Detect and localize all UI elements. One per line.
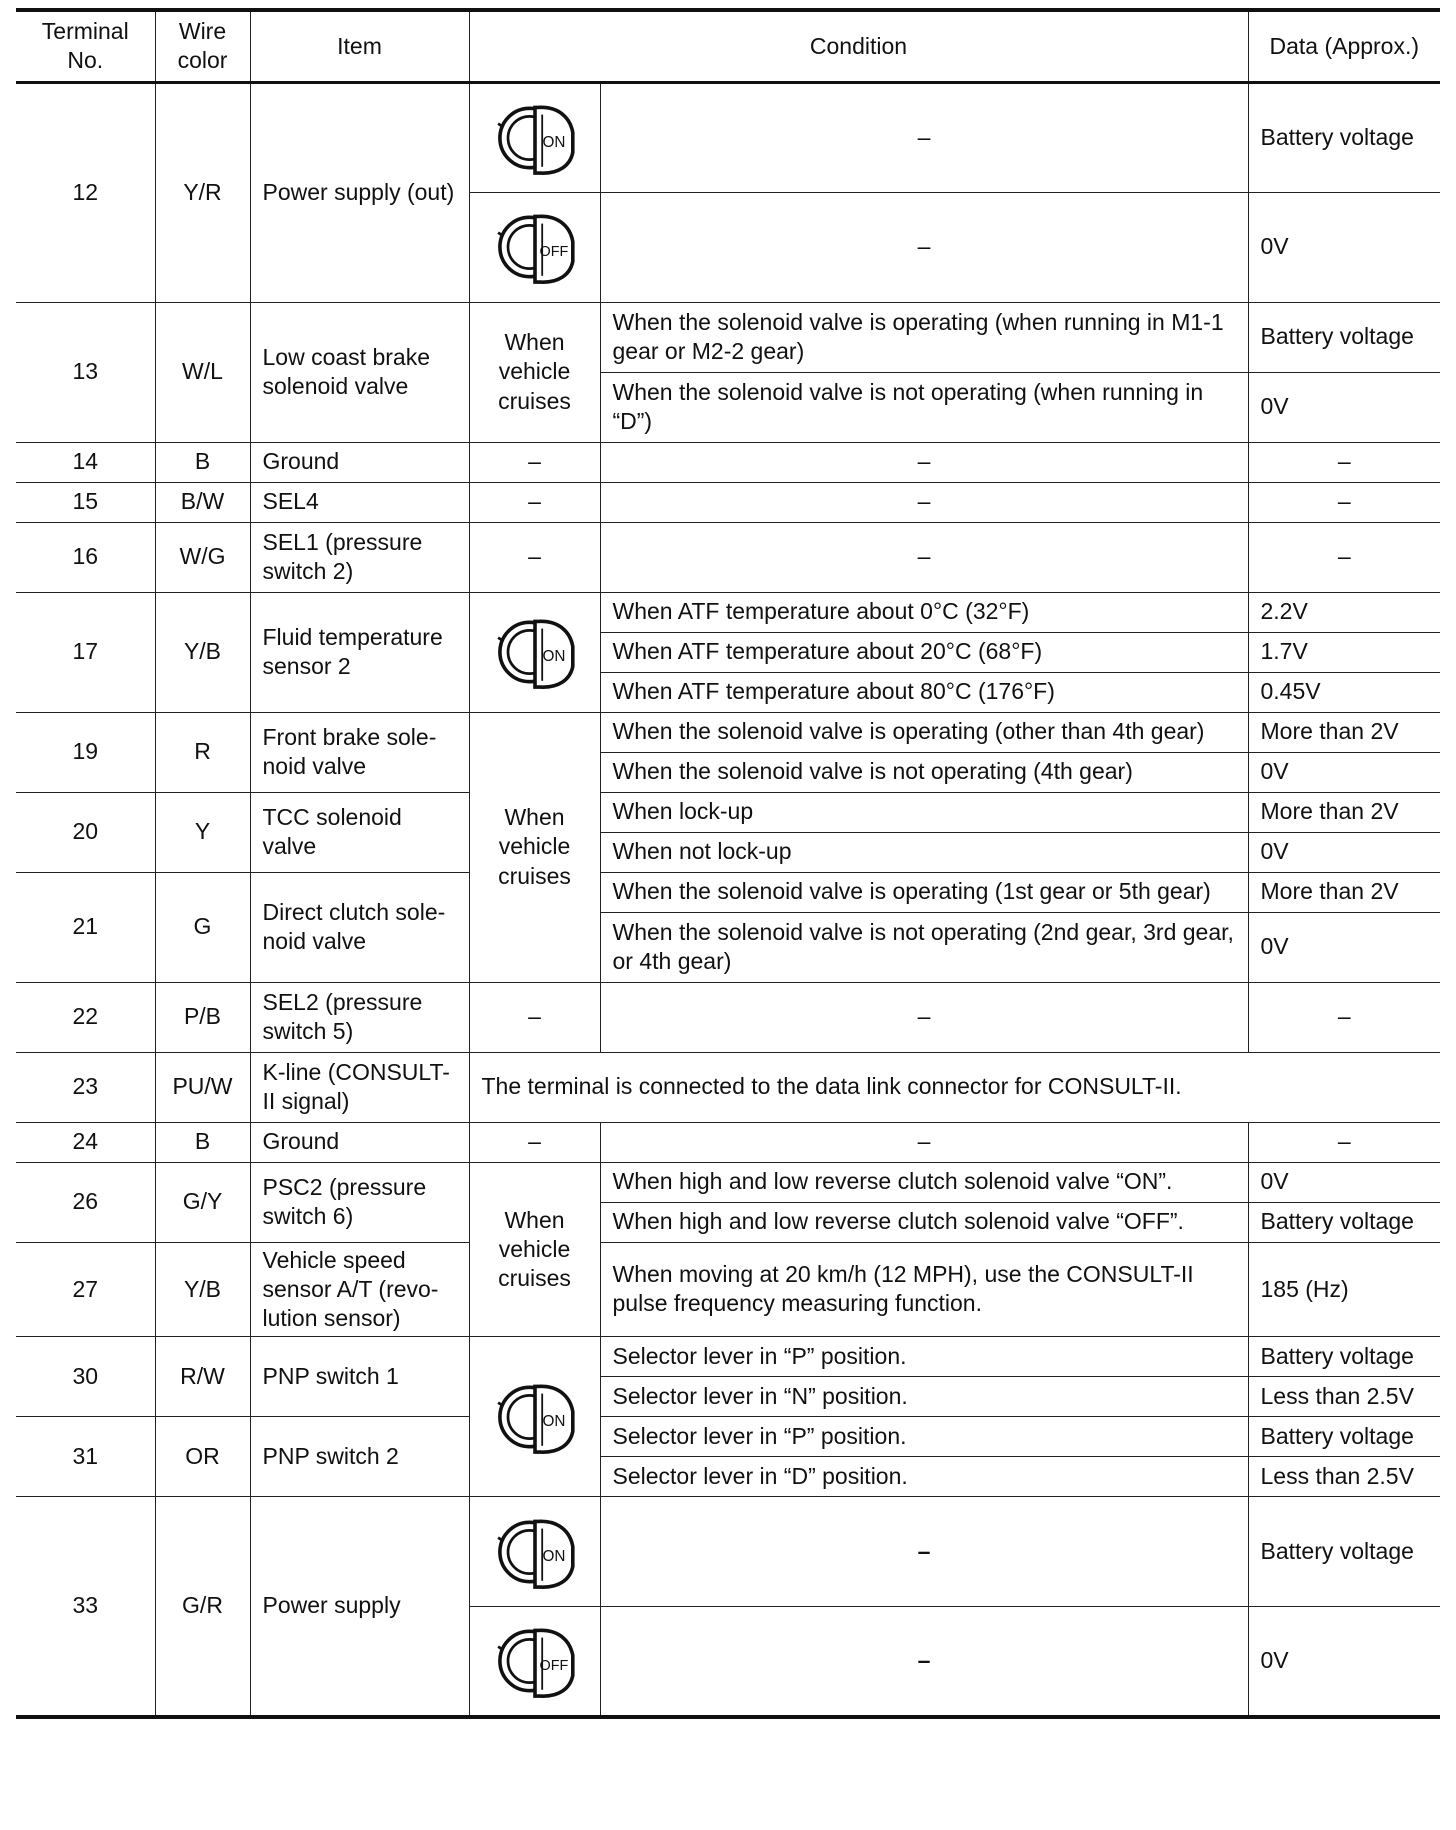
table-row — [16, 982, 1440, 1052]
table-row — [16, 1162, 1440, 1202]
wire-color: B/W — [155, 482, 250, 522]
table-row — [16, 1497, 1440, 1607]
condition-text: When moving at 20 km/h (12 MPH), use the CONSULT-II pulse frequency measuring function. — [600, 1242, 1248, 1337]
wire-color: R — [155, 712, 250, 792]
data-value: More than 2V — [1248, 872, 1440, 912]
terminal-no: 13 — [16, 302, 155, 442]
terminal-no: 17 — [16, 592, 155, 712]
condition-state: – — [469, 442, 600, 482]
wire-color: Y/B — [155, 1242, 250, 1337]
condition-text: – — [600, 522, 1248, 592]
item-name: TCC solenoid valve — [250, 792, 469, 872]
condition-text: When ATF temperature about 20°C (68°F) — [600, 632, 1248, 672]
item-name: Vehicle speed sensor A/T (revo-lution sensor) — [250, 1242, 469, 1337]
data-value: – — [1248, 522, 1440, 592]
table-row — [16, 1417, 1440, 1457]
table-row — [16, 1052, 1440, 1122]
condition-text: When the solenoid valve is operating (when running in M1-1 gear or M2-2 gear) — [600, 302, 1248, 372]
condition-text: When lock-up — [600, 792, 1248, 832]
ignition-key-on-icon — [489, 93, 581, 183]
header-terminal-no: Terminal No. — [16, 10, 155, 82]
data-value: 0V — [1248, 912, 1440, 982]
terminal-spec-table — [16, 8, 1440, 1719]
wire-color: Y/R — [155, 82, 250, 302]
condition-text: – — [600, 82, 1248, 192]
header-data: Data (Approx.) — [1248, 10, 1440, 82]
condition-state: When vehicle cruises — [469, 302, 600, 442]
condition-text: – — [600, 982, 1248, 1052]
data-value: More than 2V — [1248, 712, 1440, 752]
condition-text: – — [600, 442, 1248, 482]
condition-text: Selector lever in “N” position. — [600, 1377, 1248, 1417]
terminal-no: 30 — [16, 1337, 155, 1417]
svg-text:ON: ON — [541, 133, 565, 151]
condition-text: When the solenoid valve is operating (1st gear or 5th gear) — [600, 872, 1248, 912]
table-header-row — [16, 10, 1440, 82]
table-row — [16, 482, 1440, 522]
wire-color: Y — [155, 792, 250, 872]
data-value: Battery voltage — [1248, 82, 1440, 192]
condition-text: When the solenoid valve is operating (other than 4th gear) — [600, 712, 1248, 752]
item-name: Front brake sole-noid valve — [250, 712, 469, 792]
table-row — [16, 592, 1440, 632]
item-name: Fluid temperature sensor 2 — [250, 592, 469, 712]
svg-text:OFF: OFF — [539, 1657, 568, 1674]
data-value: 2.2V — [1248, 592, 1440, 632]
svg-text:ON: ON — [541, 648, 565, 665]
terminal-no: 16 — [16, 522, 155, 592]
data-value: – — [1248, 1122, 1440, 1162]
terminal-no: 31 — [16, 1417, 155, 1497]
condition-text: When high and low reverse clutch solenoid valve “ON”. — [600, 1162, 1248, 1202]
data-value: Less than 2.5V — [1248, 1457, 1440, 1497]
data-value: – — [1248, 982, 1440, 1052]
terminal-no: 24 — [16, 1122, 155, 1162]
wire-color: R/W — [155, 1337, 250, 1417]
ignition-key-on-icon — [489, 1372, 581, 1462]
condition-text: – — [600, 1122, 1248, 1162]
condition-state: When vehicle cruises — [469, 1162, 600, 1337]
terminal-no: 15 — [16, 482, 155, 522]
table-row — [16, 792, 1440, 832]
terminal-no: 19 — [16, 712, 155, 792]
data-value: 0V — [1248, 372, 1440, 442]
item-name: Low coast brake solenoid valve — [250, 302, 469, 442]
ignition-key-cell — [469, 1607, 600, 1717]
condition-text: – — [600, 1607, 1248, 1717]
data-value: Battery voltage — [1248, 1202, 1440, 1242]
item-name: PNP switch 1 — [250, 1337, 469, 1417]
svg-text:ON: ON — [541, 1412, 565, 1430]
data-value: More than 2V — [1248, 792, 1440, 832]
terminal-no: 21 — [16, 872, 155, 982]
svg-text:ON: ON — [541, 1547, 565, 1565]
item-name: K-line (CONSULT-II signal) — [250, 1052, 469, 1122]
condition-text: Selector lever in “P” position. — [600, 1417, 1248, 1457]
wire-color: G — [155, 872, 250, 982]
ignition-key-cell — [469, 592, 600, 712]
item-name: Ground — [250, 1122, 469, 1162]
condition-text: Selector lever in “D” position. — [600, 1457, 1248, 1497]
condition-text: When the solenoid valve is not operating (4th gear) — [600, 752, 1248, 792]
condition-state: – — [469, 482, 600, 522]
data-value: – — [1248, 482, 1440, 522]
table-row — [16, 82, 1440, 192]
wire-color: PU/W — [155, 1052, 250, 1122]
ignition-key-cell — [469, 1337, 600, 1497]
table-row — [16, 1242, 1440, 1337]
data-value: 0V — [1248, 832, 1440, 872]
terminal-no: 14 — [16, 442, 155, 482]
condition-state: – — [469, 522, 600, 592]
ignition-key-off-icon — [489, 1616, 581, 1706]
data-value: Battery voltage — [1248, 1417, 1440, 1457]
condition-state: – — [469, 1122, 600, 1162]
item-name: PNP switch 2 — [250, 1417, 469, 1497]
item-name: Power supply — [250, 1497, 469, 1717]
wire-color: W/L — [155, 302, 250, 442]
condition-text: – — [600, 482, 1248, 522]
wire-color: W/G — [155, 522, 250, 592]
wire-color: G/R — [155, 1497, 250, 1717]
header-wire-color: Wire color — [155, 10, 250, 82]
table-row — [16, 712, 1440, 752]
condition-text: – — [600, 1497, 1248, 1607]
table-row — [16, 302, 1440, 372]
item-name: SEL4 — [250, 482, 469, 522]
wire-color: OR — [155, 1417, 250, 1497]
terminal-no: 26 — [16, 1162, 155, 1242]
wire-color: Y/B — [155, 592, 250, 712]
condition-text: Selector lever in “P” position. — [600, 1337, 1248, 1377]
table-row — [16, 442, 1440, 482]
terminal-no: 27 — [16, 1242, 155, 1337]
item-name: SEL2 (pressure switch 5) — [250, 982, 469, 1052]
wire-color: P/B — [155, 982, 250, 1052]
data-value: 0.45V — [1248, 672, 1440, 712]
data-value: Battery voltage — [1248, 1497, 1440, 1607]
ignition-key-cell — [469, 82, 600, 192]
data-value: 0V — [1248, 752, 1440, 792]
data-value: 185 (Hz) — [1248, 1242, 1440, 1337]
wire-color: G/Y — [155, 1162, 250, 1242]
condition-text: The terminal is connected to the data link connector for CONSULT-II. — [469, 1052, 1440, 1122]
table-row — [16, 522, 1440, 592]
condition-state: When vehicle cruises — [469, 712, 600, 982]
table-row — [16, 1337, 1440, 1377]
data-value: Battery voltage — [1248, 1337, 1440, 1377]
wire-color: B — [155, 1122, 250, 1162]
terminal-no: 22 — [16, 982, 155, 1052]
item-name: Power supply (out) — [250, 82, 469, 302]
item-name: PSC2 (pressure switch 6) — [250, 1162, 469, 1242]
data-value: Less than 2.5V — [1248, 1377, 1440, 1417]
header-condition: Condition — [469, 10, 1248, 82]
item-name: Direct clutch sole-noid valve — [250, 872, 469, 982]
ignition-key-off-icon — [489, 202, 581, 292]
terminal-no: 23 — [16, 1052, 155, 1122]
wire-color: B — [155, 442, 250, 482]
condition-text: – — [600, 192, 1248, 302]
condition-text: When not lock-up — [600, 832, 1248, 872]
ignition-key-cell — [469, 192, 600, 302]
ignition-key-cell — [469, 1497, 600, 1607]
data-value: – — [1248, 442, 1440, 482]
terminal-no: 12 — [16, 82, 155, 302]
ignition-key-on-icon — [489, 1507, 581, 1597]
data-value: 1.7V — [1248, 632, 1440, 672]
data-value: 0V — [1248, 192, 1440, 302]
condition-text: When ATF temperature about 80°C (176°F) — [600, 672, 1248, 712]
table-row — [16, 872, 1440, 912]
item-name: Ground — [250, 442, 469, 482]
svg-text:OFF: OFF — [539, 244, 568, 260]
condition-text: When the solenoid valve is not operating (when running in “D”) — [600, 372, 1248, 442]
condition-text: When the solenoid valve is not operating (2nd gear, 3rd gear, or 4th gear) — [600, 912, 1248, 982]
ignition-key-on-icon — [489, 607, 581, 697]
data-value: Battery voltage — [1248, 302, 1440, 372]
data-value: 0V — [1248, 1607, 1440, 1717]
terminal-no: 33 — [16, 1497, 155, 1717]
condition-text: When ATF temperature about 0°C (32°F) — [600, 592, 1248, 632]
header-item: Item — [250, 10, 469, 82]
terminal-no: 20 — [16, 792, 155, 872]
condition-text: When high and low reverse clutch solenoid valve “OFF”. — [600, 1202, 1248, 1242]
condition-state: – — [469, 982, 600, 1052]
item-name: SEL1 (pressure switch 2) — [250, 522, 469, 592]
table-row — [16, 1122, 1440, 1162]
data-value: 0V — [1248, 1162, 1440, 1202]
